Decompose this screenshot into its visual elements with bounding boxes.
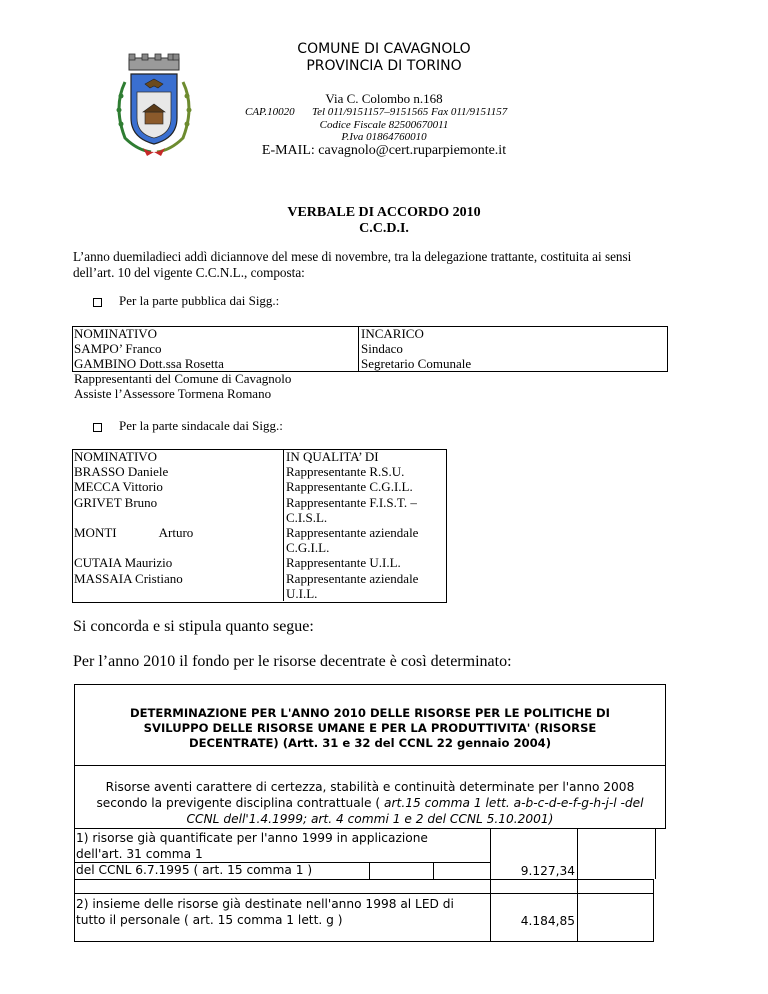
union-role-6b: U.I.L.: [286, 585, 318, 601]
intro-line-1: L’anno duemiladieci addì diciannove del mese di novembre, tra la delegazione trattante, costituita ai sensi: [73, 249, 632, 264]
union-role-1: Rappresentante R.S.U.: [286, 464, 405, 480]
fund-item-1-text: [76, 830, 428, 878]
union-role-5: Rappresentante U.I.L.: [286, 555, 401, 571]
union-roles-column: [286, 449, 418, 601]
fund-subheading: [74, 779, 666, 827]
union-header-role: IN QUALITA’ DI: [286, 449, 379, 464]
public-name-1: SAMPO’ Franco: [74, 341, 162, 356]
fund-item-1-value: 9.127,34: [520, 864, 575, 878]
union-role-4b: C.G.I.L.: [286, 540, 330, 556]
union-name-4: MONTI Arturo: [74, 525, 194, 540]
table-divider: [653, 879, 654, 941]
fund-heading-line-1: DETERMINAZIONE PER L'ANNO 2010 DELLE RISORSE PER LE POLITICHE DI: [129, 706, 610, 720]
union-role-3a: Rappresentante F.I.S.T. –: [286, 494, 417, 510]
table-divider: [433, 862, 434, 879]
document-subtitle: C.C.D.I.: [359, 221, 409, 236]
public-note-2: Assiste l’Assessore Tormena Romano: [74, 386, 272, 401]
intro-line-2: dell’art. 10 del vigente C.C.N.L., composta:: [73, 265, 305, 280]
union-name-3: GRIVET Bruno: [74, 494, 158, 510]
union-name-1: BRASSO Daniele: [74, 464, 169, 480]
email-address: E-MAIL: cavagnolo@cert.ruparpiemonte.it: [261, 143, 507, 158]
union-name-2: MECCA Vittorio: [74, 479, 163, 495]
fund-item-2-line-1: 2) insieme delle risorse già destinate nell'anno 1998 al LED di: [76, 897, 454, 911]
union-role-2: Rappresentante C.G.I.L.: [286, 479, 413, 495]
postal-code: CAP.10020: [245, 106, 295, 118]
fund-heading-line-3: DECENTRATE) (Artt. 31 e 32 del CCNL 22 gennaio 2004): [188, 736, 552, 750]
fund-heading: [74, 706, 666, 751]
public-section-label: Per la parte pubblica dai Sigg.:: [119, 293, 280, 308]
table-divider: [74, 941, 654, 942]
fund-item-1-line-2: dell'art. 31 comma 1: [76, 847, 203, 861]
fund-item-2-line-2: tutto il personale ( art. 15 comma 1 lett. g ): [76, 913, 343, 927]
fiscal-code: Codice Fiscale 82500670011: [319, 119, 449, 131]
province-name: PROVINCIA DI TORINO: [306, 58, 462, 74]
fund-item-2-text: [76, 896, 454, 928]
address-line: Via C. Colombo n.168: [325, 91, 443, 106]
union-section-label: Per la parte sindacale dai Sigg.:: [119, 418, 283, 433]
public-header-role: INCARICO: [361, 326, 424, 341]
fund-item-2-value: 4.184,85: [520, 914, 575, 928]
table-divider: [74, 893, 654, 894]
public-role-2: Segretario Comunale: [361, 356, 472, 371]
public-note-1: Rappresentanti del Comune di Cavagnolo: [74, 371, 292, 386]
table-divider: [74, 879, 654, 880]
phone-fax: Tel 011/9151157–9151565 Fax 011/9151157: [312, 106, 508, 118]
table-divider: [577, 828, 578, 941]
fund-statement: Per l’anno 2010 il fondo per le risorse decentrate è così determinato:: [73, 653, 512, 670]
checkbox-bullet-icon: [93, 423, 102, 432]
table-divider: [74, 879, 75, 941]
fund-sub-line-2: secondo la previgente disciplina contrattuale ( art.15 comma 1 lett. a-b-c-d-e-f-g-h-j-l -del: [96, 796, 644, 810]
public-header-name: NOMINATIVO: [74, 326, 158, 341]
table-divider: [283, 449, 284, 601]
document-title: VERBALE DI ACCORDO 2010: [287, 205, 481, 220]
vat-number: P.Iva 01864760010: [341, 131, 427, 143]
union-role-4a: Rappresentante aziendale: [286, 525, 419, 541]
public-name-2: GAMBINO Dott.ssa Rosetta: [74, 356, 224, 371]
union-name-6: MASSAIA Cristiano: [74, 570, 183, 586]
union-name-5: CUTAIA Maurizio: [74, 555, 173, 571]
union-header-name: NOMINATIVO: [74, 449, 158, 464]
municipality-name: COMUNE DI CAVAGNOLO: [297, 41, 471, 57]
fund-heading-line-2: SVILUPPO DELLE RISORSE UMANE E PER LA PRODUTTIVITA' (RISORSE: [143, 721, 597, 735]
fund-item-1-line-1: 1) risorse già quantificate per l'anno 1999 in applicazione: [76, 831, 428, 845]
union-names-column: [74, 449, 279, 586]
fund-sub-line-1: Risorse aventi carattere di certezza, stabilità e continuità determinate per l'anno 2008: [105, 780, 635, 794]
public-names-column: [74, 326, 291, 401]
public-role-1: Sindaco: [361, 341, 403, 356]
fund-sub-line-3: CCNL dell'1.4.1999; art. 4 commi 1 e 2 del CCNL 5.10.2001): [186, 812, 554, 826]
union-role-3b: C.I.S.L.: [286, 509, 328, 525]
checkbox-bullet-icon: [93, 298, 102, 307]
table-divider: [358, 326, 359, 372]
union-role-6a: Rappresentante aziendale: [286, 570, 419, 586]
public-roles-column: [361, 326, 471, 371]
fund-item-1-line-3: del CCNL 6.7.1995 ( art. 15 comma 1 ): [76, 863, 313, 877]
agreement-statement: Si concorda e si stipula quanto segue:: [73, 618, 314, 635]
